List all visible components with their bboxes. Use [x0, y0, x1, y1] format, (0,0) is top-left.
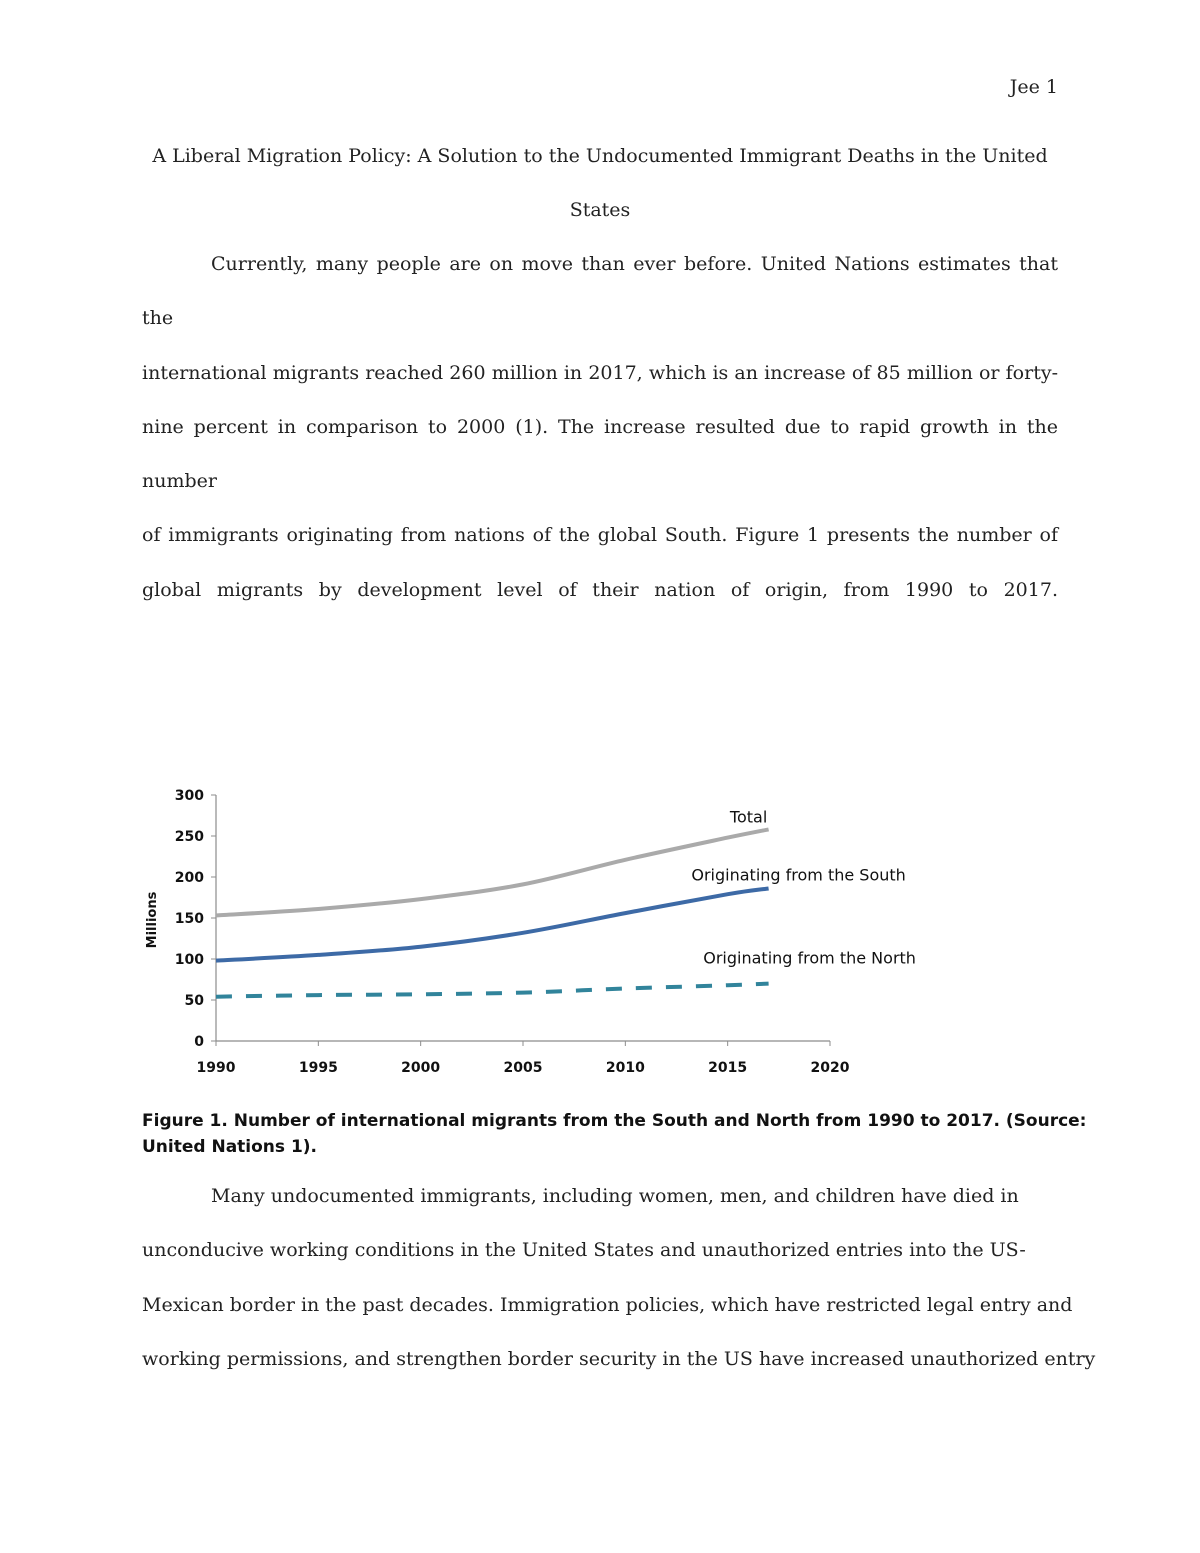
migrants-line-chart	[140, 780, 916, 1080]
figure-caption	[142, 1108, 1087, 1160]
y-tick-label: 200	[174, 870, 204, 886]
title-line: A Liberal Migration Policy: A Solution to the Undocumented Immigrant Deaths in the United	[152, 145, 1048, 167]
y-tick-label: 150	[174, 911, 204, 927]
paragraph-line: Mexican border in the past decades. Immigration policies, which have restricted legal entry and	[142, 1293, 1073, 1316]
x-tick-label: 2000	[401, 1060, 441, 1076]
chart-axes	[145, 788, 850, 1076]
series-label: Originating from the South	[691, 865, 906, 885]
title-line: States	[569, 199, 631, 222]
paragraph-line: Many undocumented immigrants, including women, men, and children have died in	[211, 1185, 1019, 1207]
x-tick-label: 2010	[605, 1060, 645, 1076]
paragraph-line: global migrants by development level of their nation of origin, from 1990 to 2017.	[142, 578, 1058, 601]
caption-line: United Nations 1).	[142, 1137, 318, 1157]
page-header-number: Jee 1	[1009, 76, 1058, 98]
y-tick-label: 100	[174, 952, 204, 968]
paragraph-intro	[142, 237, 1058, 617]
paragraph-line: unconducive working conditions in the United States and unauthorized entries into the US-	[142, 1239, 1026, 1262]
series-label: Originating from the North	[703, 948, 916, 968]
x-tick-label: 2020	[810, 1060, 850, 1076]
x-tick-label: 2015	[708, 1060, 748, 1076]
caption-line: Figure 1. Number of international migrants from the South and North from 1990 to 2017. (Source:	[142, 1111, 1087, 1131]
x-tick-label: 1990	[196, 1060, 236, 1076]
paragraph-line: Currently, many people are on move than ever before. United Nations estimates that the	[142, 253, 1058, 330]
series-label: Total	[729, 807, 768, 827]
y-tick-label: 300	[174, 788, 204, 804]
paragraph-line: nine percent in comparison to 2000 (1). The increase resulted due to rapid growth in the number	[142, 415, 1058, 493]
y-tick-label: 0	[194, 1034, 204, 1050]
chart-labels	[691, 807, 916, 967]
paragraph-body	[142, 1169, 1096, 1386]
y-tick-label: 50	[184, 993, 204, 1009]
x-tick-label: 2005	[503, 1060, 543, 1076]
series-line-originating-from-the-north	[216, 984, 769, 997]
paragraph-line: working permissions, and strengthen border security in the US have increased unauthorized entry	[142, 1347, 1096, 1370]
paragraph-line: international migrants reached 260 million in 2017, which is an increase of 85 million or forty-	[142, 361, 1058, 384]
y-axis-label: Millions	[145, 891, 160, 949]
x-tick-label: 1995	[298, 1060, 338, 1076]
paragraph-line: of immigrants originating from nations of the global South. Figure 1 presents the number of	[142, 524, 1058, 547]
series-line-originating-from-the-south	[216, 889, 769, 961]
y-tick-label: 250	[174, 829, 204, 845]
chart-series	[216, 829, 769, 996]
document-title	[142, 129, 1058, 238]
